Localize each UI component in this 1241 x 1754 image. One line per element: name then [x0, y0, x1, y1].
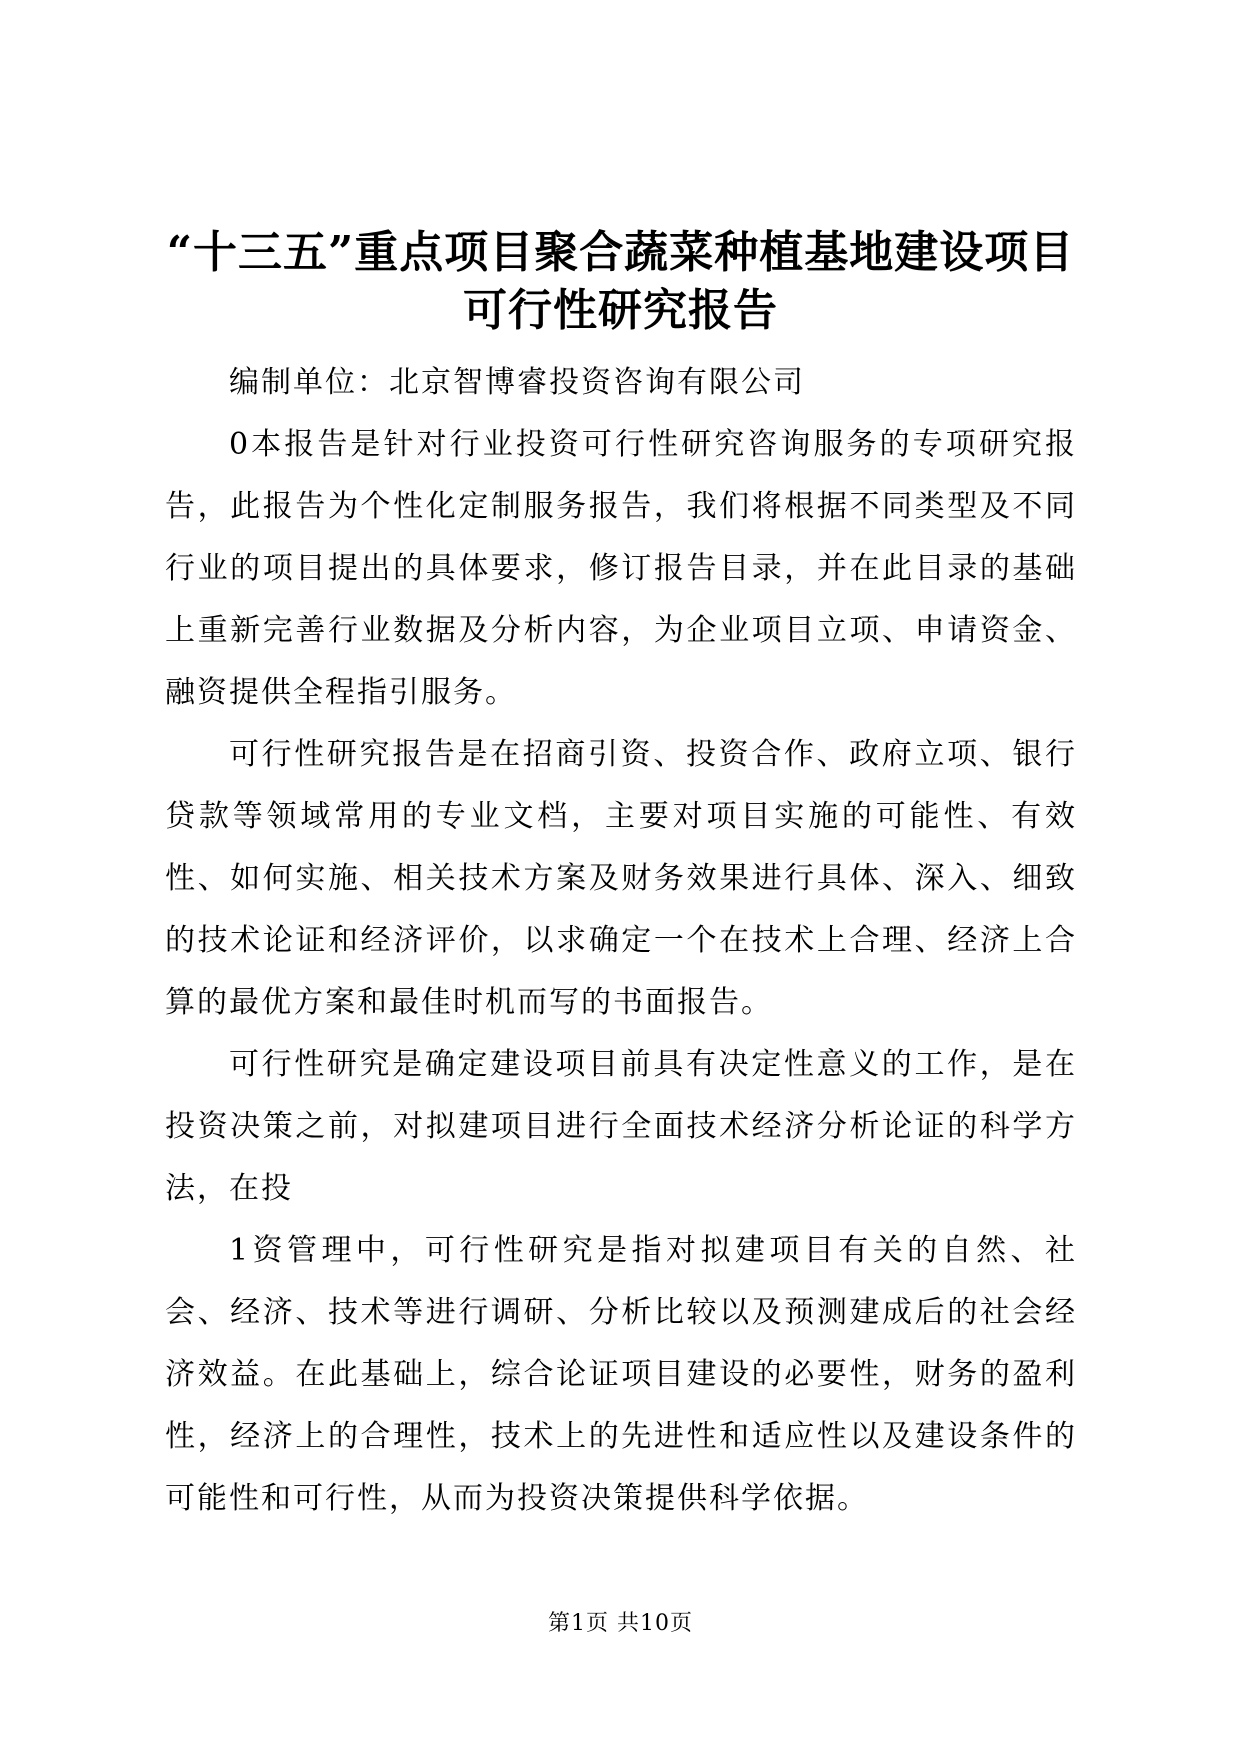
document-title: “十三五”重点项目聚合蔬菜种植基地建设项目可行性研究报告	[166, 227, 1075, 336]
page-number: 第1页 共10页	[548, 1611, 693, 1636]
paragraph-report-definition: 可行性研究报告是在招商引资、投资合作、政府立项、银行贷款等领域常用的专业文档，主要对项目实施的可能性、有效性、如何实施、相关技术方案及财务效果进行具体、深入、细致的技术论证和经济评价，以求确定一个在技术上合理、经济上合算的最优方案和最佳时机而写的书面报告。	[165, 737, 1077, 1020]
document-body	[165, 352, 1077, 1530]
paragraph-study-importance: 可行性研究是确定建设项目前具有决定性意义的工作，是在投资决策之前，对拟建项目进行全面技术经济分析论证的科学方法，在投	[165, 1047, 1077, 1206]
paragraph-study-content: 1资管理中，可行性研究是指对拟建项目有关的自然、社会、经济、技术等进行调研、分析比较以及预测建成后的社会经济效益。在此基础上，综合论证项目建设的必要性，财务的盈利性，经济上的合理性，技术上的先进性和适应性以及建设条件的可能性和可行性，从而为投资决策提供科学依据。	[165, 1233, 1077, 1516]
paragraph-compiler: 编制单位：北京智博睿投资咨询有限公司	[229, 365, 805, 400]
paragraph-intro: 0本报告是针对行业投资可行性研究咨询服务的专项研究报告，此报告为个性化定制服务报告，我们将根据不同类型及不同行业的项目提出的具体要求，修订报告目录，并在此目录的基础上重新完善行业数据及分析内容，为企业项目立项、申请资金、融资提供全程指引服务。	[165, 427, 1077, 710]
